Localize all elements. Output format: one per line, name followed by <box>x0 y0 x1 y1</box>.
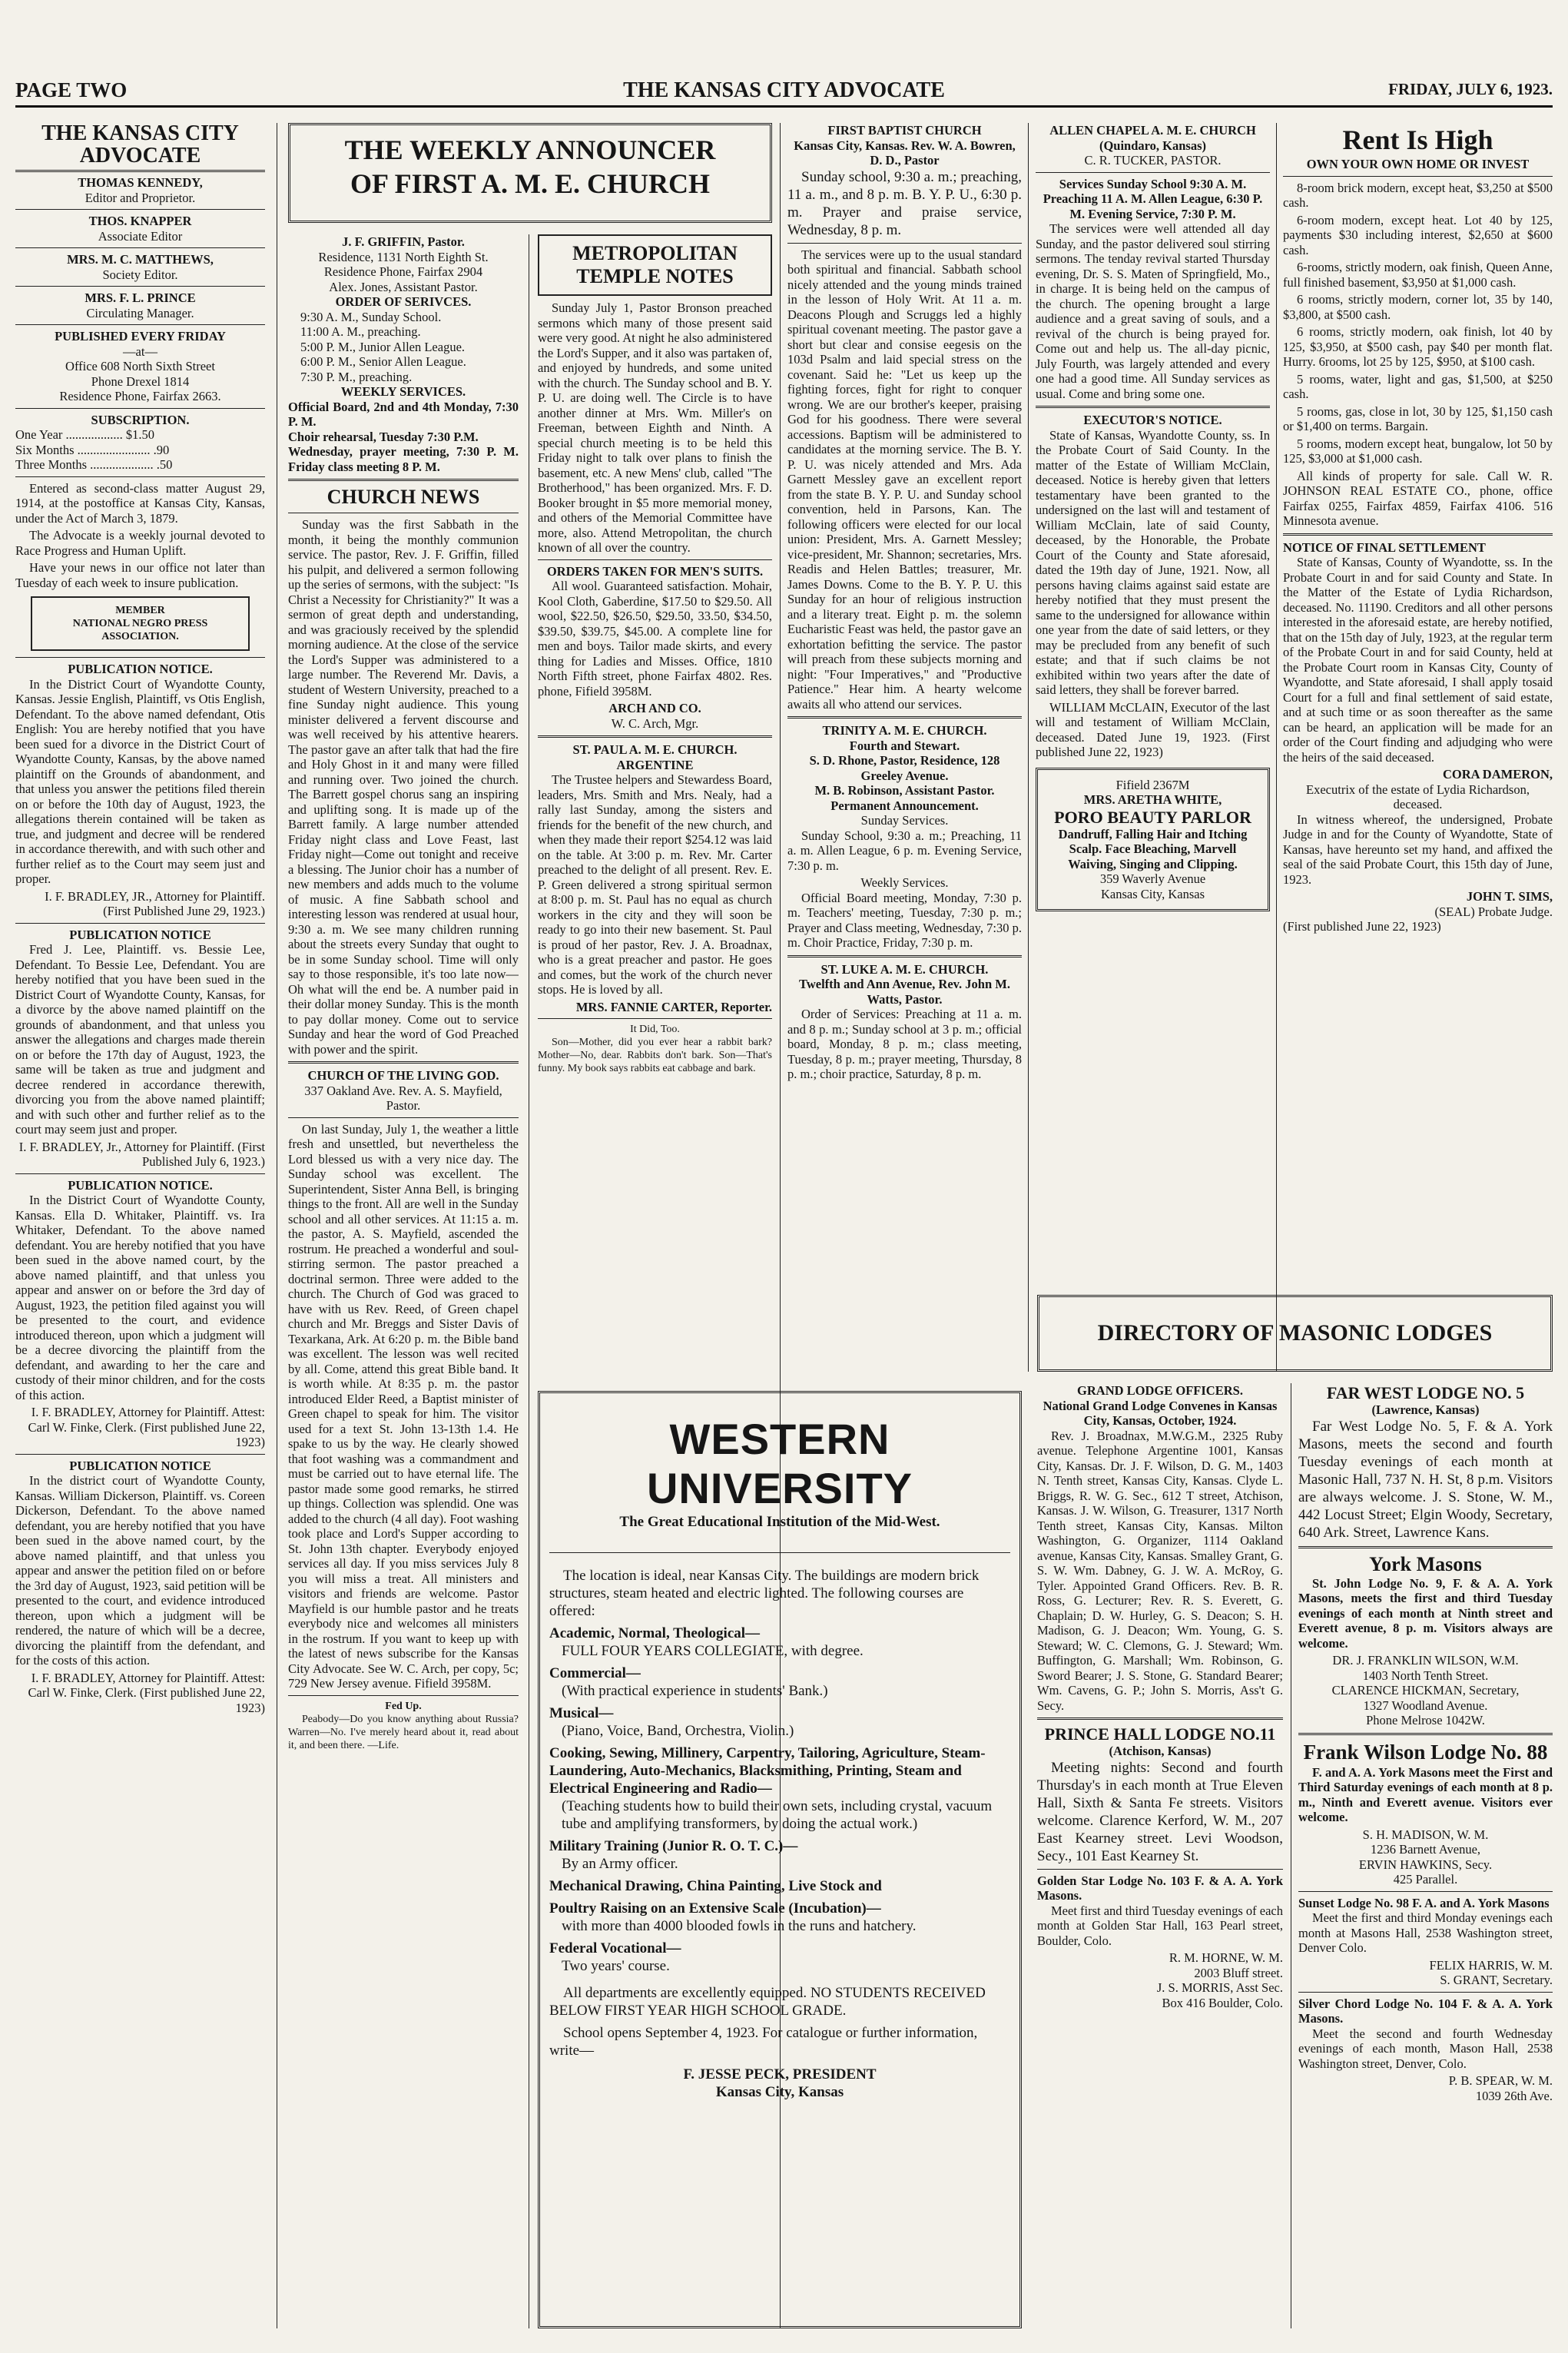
publication-notice-1-head: PUBLICATION NOTICE. <box>68 662 213 676</box>
advocate-note: The Advocate is a weekly journal devoted to Race Progress and Human Uplift. <box>15 528 265 558</box>
president-name: F. JESSE PECK, PRESIDENT <box>683 2066 877 2083</box>
york-masons-head: York Masons <box>1369 1552 1482 1575</box>
st-paul-head: ST. PAUL A. M. E. CHURCH. <box>572 742 738 757</box>
living-god-head: CHURCH OF THE LIVING GOD. <box>307 1068 499 1083</box>
press-association-box: MEMBER NATIONAL NEGRO PRESS ASSOCIATION. <box>31 596 250 651</box>
published-line: PUBLISHED EVERY FRIDAY <box>55 329 226 343</box>
publication-notice-1-sig: I. F. BRADLEY, JR., Attorney for Plaintiff. (First Published June 29, 1923.) <box>45 888 265 918</box>
executor-notice: State of Kansas, Wyandotte County, ss. In the Probate Court of Said County. In the matter of the Estate of William McClain, deceased. Notice is hereby given that letters testamentary have been granted to the undersigned on the last will and testament of William McClain, late of said County, deceased, by the Honorable, the Probate Court of the County and State aforesaid, dated the 19th day of June, 1921. Now, all persons having claims against said estate are hereby notified that they must present the same to the undersigned for allowance within one year from the date of said letters, or they may be precluded from any benefit of such estate; and that if such claims be not exhibited within two years after the date of said letters, they shall be forever barred. <box>1036 427 1270 697</box>
trinity-head: TRINITY A. M. E. CHURCH. <box>822 723 987 738</box>
grand-lodge-head: GRAND LODGE OFFICERS. <box>1077 1383 1243 1398</box>
publication-notice-2-sig: I. F. BRADLEY, Jr., Attorney for Plaintiff. (First Published July 6, 1923.) <box>18 1139 265 1169</box>
column-6: Rent Is High OWN YOUR OWN HOME OR INVEST 8-room brick modern, except heat, $3,250 at $500 cash. 6-room modern, except heat. Lot 40 by 125, payments $30 including interest, $2,650 at $600 cash. 6-rooms, strictly modern, oak finish, Queen Anne, full finished basement, $3,950 at $1,000 cash. 6 rooms, strictly modern, corner lot, 35 by 140, $3,800, at $500 cash. 6 rooms, strictly modern, oak finish, lot 40 by 125, $3,950, at $500 cash, pay $40 per month flat. Hurry. 6rooms, lot 25 by 125, $950, at $100 cash. 5 rooms, water, light and gas, $1,500, at $250 cash. 5 rooms, gas, close in lot, 30 by 125, $1,150 cash or $1,400 on terms. Bargain. 5 rooms, modern except heat, bungalow, lot 50 by 125, $3,000 at $1,000 cash. All kinds of property for sale. Call W. R. JOHNSON REAL ESTATE CO., phone, office Fairfax 0255, Fairfax 4859, Fairfax 4106. 516 Minnesota avenue. NOTICE OF FINAL SETTLEMENT State of Kansas, County of Wyandotte, ss. In the Probate Court in and for said County and State. In the Matter of the Estate of Lydia Richardson, deceased. No. 11190. Creditors and all other persons interested in the aforesaid estate, are hereby notified, that on the 15th day of July, 1923, at the regular term of the Probate Court in and for said County, held at the Probate Court room in Kansas City, County of Wyandotte, and State aforesaid, I shall apply tosaid Court for a full and final settlement of said estate, and at such time or as soon thereafter as the same can be heard, an application will be made for an order of the Court finding and adjudging who were the heirs of the said deceased. CORA DAMERON, Executrix of the estate of Lydia Richardson, deceased. In witness whereof, the undersigned, Probate Judge in and for the County of Wyandotte, State of Kansas, have hereunto set my hand, and affixed the seal of the said Probate Court, this 15th day of June, 1923. JOHN T. SIMS, (SEAL) Probate Judge. (First published June 22, 1923) <box>1283 124 1553 934</box>
deadline-note: Have your news in our office not later than Tuesday of each week to insure publication. <box>15 560 265 590</box>
masonic-column-2: FAR WEST LODGE NO. 5 (Lawrence, Kansas) Far West Lodge No. 5, F. & A. York Masons, meets the second and fourth Tuesday evenings of each month at Masonic Hall, 737 N. H. St, 8 p.m. Visitors are always welcome. J. S. Stone, W. M., 442 Locust Street; Elgin Woody, Secretary, 640 Ark. Street, Lawrence Kans. York Masons St. John Lodge No. 9, F. & A. A. York Masons, meets the first and third Tuesday evenings of each month at Ninth street and Everett avenue, 8 p. m. Visitors always are welcome. DR. J. FRANKLIN WILSON, W.M. 1403 North Tenth Street. CLARENCE HICKMAN, Secretary, 1327 Woodland Avenue. Phone Melrose 1042W. Frank Wilson Lodge No. 88 F. and A. A. York Masons meet the First and Third Saturday evenings of each month at 8 p. m., Ninth and Everett avenue. Visitors ever welcome. S. H. MADISON, W. M. 1236 Barnett Avenue, ERVIN HAWKINS, Secy. 425 Parallel. Sunset Lodge No. 98 F. A. and A. York Masons Meet the first and third Monday evenings each month at Masons Hall, 2538 Washington street, Denver Colo. FELIX HARRIS, W. M. S. GRANT, Secretary. Silver Chord Lodge No. 104 F. & A. A. York Masons. Meet the second and fourth Wednesday evenings of each month, Mason Hall, 2538 Washington street, Denver, Colo. P. B. SPEAR, W. M. 1039 26th Ave. <box>1298 1383 1553 2103</box>
publication-notice-2: Fred J. Lee, Plaintiff. vs. Bessie Lee, Defendant. To Bessie Lee, Defendant. You are hereby notified that you have been sued in the District Court of Wyandotte County, Kansas, for a divorce by the above named plaintiff on the grounds of abandonment, and that unless you answer the allegations and charges made therein on or before the 17th day of August, 1923, the same will be taken as true and judgment and decree rendered in accordance therewith, divorcing you from the above named plaintiff; and with such other and further relief as to the court may seem just and proper. <box>15 942 265 1137</box>
weekly-services: Official Board, 2nd and 4th Monday, 7:30 P. M. Choir rehearsal, Tuesday 7:30 P.M. Wednesday, prayer meeting, 7:30 P. M. Friday class meeting 8 P. M. <box>288 399 519 474</box>
rent-head: Rent Is High <box>1342 124 1493 155</box>
metropolitan-notes: Sunday July 1, Pastor Bronson preached sermons which many of those present said were very good. At night he also administered the Lord's Supper, and it also was partaken of, and enjoyed by hundreds, and some united with the church. The Sunday school and B. Y. P. U. are doing well. The Circle is to have another dinner at Mrs. Wm. Miller's on Freeman, between Eighth and Ninth. A special church meeting is to be held this Friday night to talk over plans to finish the basement, etc. A new Mens' club, called "The Brotherhood," has been organized. Mrs. F. D. Booker brought in $5 more memorial money, and others of the Memorial Committee have more, also. Attend Metropolitan, the church known of all over the country. <box>538 300 772 555</box>
column-2: J. F. GRIFFIN, Pastor. Residence, 1131 North Eighth St. Residence Phone, Fairfax 2904 Alex. Jones, Assistant Pastor. ORDER OF SERIVCES. 9:30 A. M., Sunday School. 11:00 A. M., preaching. 5:00 P. M., Junior Allen League. 6:00 P. M., Senior Allen League. 7:30 P. M., preaching. WEEKLY SERVICES. Official Board, 2nd and 4th Monday, 7:30 P. M. Choir rehearsal, Tuesday 7:30 P.M. Wednesday, prayer meeting, 7:30 P. M. Friday class meeting 8 P. M. CHURCH NEWS Sunday was the first Sabbath in the month, it being the monthly communion service. The pastor, Rev. J. F. Griffin, filled his pulpit, and delivered a sermon following up the series of sermons, with the subject: "Is Christ a Necessity for Christianity?" It was a sermon of great depth and understanding, and was graciously received by the splendid morning audience. At the close of the service the Lord's Supper was administered to a large number. The Reverend Mr. Davis, a student of Western University, preached to a fine Sunday night audience. This young minister delivered a fervent discourse and was well received by his attentive hearers. The pastor gave an after talk that had the fire and Holy Ghost in it and many were filled and running over. Two joined the church. The Barrett gospel chorus sang an inspiring and uplifting song. It is made up of the Barrett family. A large number attended Friday night class and Love Feast, last Friday night—Come out tonight and receive a blessing. The Junior choir has a number of new members and adds much to the volume of music. A fine Sabbath school and interesting lesson was rendered at usual hour, 9:30 a. m. We see many children running about the streets every Sunday that ought to be in some Sunday school. Time will only say to those responsible, it's too late now—Oh what will the end be. A number paid in their dollar money Sunday. This is the month to pay dollar money. Come out to service Sunday and hear the word of God Preached with power and the spirit. CHURCH OF THE LIVING GOD. 337 Oakland Ave. Rev. A. S. Mayfield, Pastor. On last Sunday, July 1, the weather a little fresh and unsettled, but nevertheless the Lord blessed us with a very nice day. The Sunday school was excellent. The Superintendent, Sister Anna Bell, is bringing things to the front. All are well in the Sunday school and all other services. At 11:15 a. m. the pastor, A. S. Mayfield, ascended the rostrum. He preached a wonderful and soul-stirring sermon. The pastor preached a doctrinal sermon. Three were added to the church. The Church of God was graced to have with us Rev. Reed, of Green chapel church and Mr. Breggs and Sister Davis of Texarkana, Ark. At 6:20 p. m. the Bible band was excellent. The lesson was well recited by all. Come, attend this great Bible band. It is worth while. At 8:35 p. m. the pastor introduced Elder Reed, a Baptist minister of Green chapel to speak for him. The visitor used for a text St. John 13-13th 1.4. He spake to us by the way. He clearly showed that foot washing was a commandment and must be carried out to have eternal life. The pastor made some good remarks, he stirred up things. Collection was splendid. One was added to the church (4 all day). Foot washing took place and Lord's Supper according to St. John 13th chapter. Everybody enjoyed services all day. If you miss services July 8 you will miss a treat. All ministers and visitors and friends are welcome. Pastor Mayfield is our humble pastor and he treats everybody nice and welcomes all ministers in the rostrum. If you want to keep up with the latest of news subscribe for the Kansas City Advocate. See W. C. Arch, per copy, 5c; 729 New Jersey avenue. Fifield 3958M. Fed Up. Peabody—Do you know anything about Russia? Warren—No. I've merely heard about it, read about it, and been there. —Life. <box>288 234 519 1751</box>
weekly-announcer-banner: THE WEEKLY ANNOUNCER OF FIRST A. M. E. CHURCH <box>288 123 772 223</box>
column-5: ALLEN CHAPEL A. M. E. CHURCH (Quindaro, Kansas) C. R. TUCKER, PASTOR. Services Sunday School 9:30 A. M. Preaching 11 A. M. Allen League, 6:30 P. M. Evening Service, 7:30 P. M. The services were well attended all day Sunday, and the pastor delivered soul stirring sermons. The tenday revival started Thursday evening, Dr. S. S. Maten of Springfield, Mo., in charge. It is being held on the campus of the church. The opening brought a large audience and a great saving of souls, and a revival of the church is being prayed for. Come out and help us. The all-day picnic, July Fourth, was largely attended and every one had a good time. All Sunday services as usual. Come and bring some one. EXECUTOR'S NOTICE. State of Kansas, Wyandotte County, ss. In the Probate Court of Said County. In the matter of the Estate of William McClain, deceased. Notice is hereby given that letters testamentary have been granted to the undersigned on the last will and testament of William McClain, late of said County, deceased, by the Honorable, the Probate Court of the County and State aforesaid, dated the 19th day of June, 1921. Now, all persons having claims against said estate are hereby notified that they must present the same to the undersigned for allowance within one year from the date of said letters, or they may be precluded from any benefit of such estate; and that if such claims be not exhibited within two years after the date of said letters, they shall be forever barred. WILLIAM McCLAIN, Executor of the last will and testament of William McClain, deceased. Dated June 19, 1923. (First published June 22, 1923) Fifield 2367M MRS. ARETHA WHITE, PORO BEAUTY PARLOR Dandruff, Falling Hair and Itching Scalp. Face Bleaching, Marvell Waiving, Singing and Clipping. 359 Waverly Avenue Kansas City, Kansas <box>1036 123 1270 1372</box>
pastor-info: J. F. GRIFFIN, Pastor. Residence, 1131 North Eighth St. Residence Phone, Fairfax 2904 Alex. Jones, Assistant Pastor. ORDER OF SERIVCES. <box>318 234 489 309</box>
final-settlement: State of Kansas, County of Wyandotte, ss. In the Probate Court in and for said County and State. In the Matter of the Estate of Lydia Richardson, deceased. No. 11190. Creditors and all other persons interested in the aforesaid estate, are hereby notified, that on the 15th day of July, 1923, at the regular term of the Probate Court in and for said County, held at the Probate Court room in Kansas City, County of Wyandotte, and State aforesaid, I shall apply tosaid Court for a full and final settlement of said estate, and at such time or as soon thereafter as the same can be heard, an application will be made for an order of the Court finding and adjudging who were the heirs of the said deceased. <box>1283 555 1553 765</box>
silver-chord-head: Silver Chord Lodge No. 104 F. & A. A. York Masons. <box>1298 1996 1553 2026</box>
newspaper-title: THE KANSAS CITY ADVOCATE <box>623 78 945 102</box>
prince-hall-head: PRINCE HALL LODGE NO.11 <box>1044 1724 1276 1744</box>
western-university-title: WESTERN UNIVERSITY <box>646 1415 913 1512</box>
allen-chapel-news: The services were well attended all day Sunday, and the pastor delivered soul stirring sermons. The tenday revival started Thursday evening, Dr. S. S. Maten of Springfield, Mo., in charge. It is being held on the campus of the church. The opening brought a large audience and a great saving of souls, and a revival of the church is being prayed for. Come out and help us. The all-day picnic, July Fourth, was largely attended and every one had a good time. All Sunday services as usual. Come and bring some one. <box>1036 221 1270 401</box>
western-university-ad: WESTERN UNIVERSITY The Great Educational Institution of the Mid-West. The location is ideal, near Kansas City. The buildings are modern brick structures, steam heated and electric lighted. The following courses are offered: Academic, Normal, Theological— FULL FOUR YEARS COLLEGIATE, with degree. Commercial— (With practical experience in students' Bank.) Musical— (Piano, Voice, Band, Orchestra, Violin.) Cooking, Sewing, Millinery, Carpentry, Tailoring, Agriculture, Steam-Laundering, Auto-Mechanics, Blacksmithing, Printing, Steam and Electrical Engineering and Radio— (Teaching students how to build their own sets, including crystal, vacuum tube and amplifying transformers, by doing the actual work.) Military Training (Junior R. O. T. C.)— By an Army officer. Mechanical Drawing, China Painting, Live Stock and Poultry Raising on an Extensive Scale (Incubation)— with more than 4000 blooded fowls in the runs and hatchery. Federal Vocational— Two years' course. All departments are excellently equipped. NO STUDENTS RECEIVED BELOW FIRST YEAR HIGH SCHOOL GRADE. School opens September 4, 1923. For catalogue or further information, write— F. JESSE PECK, PRESIDENT Kansas City, Kansas <box>538 1391 1022 2328</box>
issue-date: FRIDAY, JULY 6, 1923. <box>1388 80 1553 98</box>
joke-fed-up: Peabody—Do you know anything about Russia? Warren—No. I've merely heard about it, read about it, and been there. —Life. <box>288 1713 519 1751</box>
publication-notice-2-head: PUBLICATION NOTICE <box>69 927 211 942</box>
column-4: FIRST BAPTIST CHURCH Kansas City, Kansas. Rev. W. A. Bowren, D. D., Pastor Sunday school, 9:30 a. m.; preaching, 11 a. m., and 8 p. m. B. Y. P. U., 6:30 p. m. Prayer and praise service, Wednesday, 8 p. m. The services were up to the usual standard both spiritual and financial. Sabbath school nicely attended and the young minds trained in the lesson of Holy Writ. At 11 a. m. Deacons Plough and Scruggs led a highly spiritual covenant meeting. The pastor gave a short but clear and consise eegesis on the 103d Psalm and laid special stress on the covenant. Said he: "Let us keep up the fighting forces, fight for right to conquer wrong. We are our brother's keeper, praising God for his goodness. There were several accessions. Baptism will be administered to candidates at the morning service. The B. Y. P. U. was nicely attended and Mrs. Ada Garnett Messley gave an excellent report from the state B. Y. P. U. and Sunday school convention, held in Parsons, Kan. The following officers were elected for our local union: President, Mrs. A. Garnett Messley; vice-president, Mr. Shannon; secretaries, Mrs. Readis and Helen Battles; treasurer, Mr. James Downs. Come to the B. Y. P. U. this Sunday for an hour of religious instruction and a literary treat. Eight p. m. the solemn Eucharistic Feast was held, the pastor gave an exhortation befitting the service. The pastor will preach from these subjects morning and night: "Four Imperatives," and "Productive Patience." Hear him. A hearty welcome awaits all who attend our services. TRINITY A. M. E. CHURCH. Fourth and Stewart. S. D. Rhone, Pastor, Residence, 128 Greeley Avenue. M. B. Robinson, Assistant Pastor. Permanent Announcement. Sunday Services. Sunday School, 9:30 a. m.; Preaching, 11 a. m. Allen League, 6 p. m. Evening Service, 7:30 p. m. Weekly Services. Official Board meeting, Monday, 7:30 p. m. Teachers' meeting, Tuesday, 7:30 p. m.; Prayer and Class meeting, Wednesday, 7:30 p. m. Choir Practice, Friday, 7:30 p. m. ST. LUKE A. M. E. CHURCH. Twelfth and Ann Avenue, Rev. John M. Watts, Pastor. Order of Services: Preaching at 11 a. m. and 8 p. m.; Sunday school at 3 p. m.; official board, Monday, 8 p. m.; class meeting, Tuesday, 8 p. m.; prayer meeting, Thursday, 8 p. m.; choir practice, Saturday, 8 p. m. <box>787 123 1022 1081</box>
order-of-services: 9:30 A. M., Sunday School. 11:00 A. M., preaching. 5:00 P. M., Junior Allen League. 6:00 P. M., Senior Allen League. 7:30 P. M., preaching. <box>300 309 466 384</box>
publication-notice-4-sig: I. F. BRADLEY, Attorney for Plaintiff. Attest: Carl W. Finke, Clerk. (First published June 22, 1923) <box>28 1670 265 1715</box>
advocate-title-line1: THE KANSAS CITY <box>41 123 239 145</box>
page-number: PAGE TWO <box>15 78 128 101</box>
executor-sig: WILLIAM McCLAIN, Executor of the last will and testament of William McClain, deceased. Dated June 19, 1923. (First published June 22, 1923) <box>1036 699 1270 759</box>
column-3: METROPOLITAN TEMPLE NOTES Sunday July 1, Pastor Bronson preached sermons which many of those present said were very good. At night he also administered the Lord's Supper, and it also was partaken of, and enjoyed by hundreds, and some united with the church. The Sunday school and B. Y. P. U. are doing well. The Circle is to have another dinner at Mrs. Wm. Miller's on Freeman, between Eighth and Ninth. A special church meeting is to be held this Friday night to talk over plans to finish the basement, etc. A new Mens' club, called "The Brotherhood," has been organized. Mrs. F. D. Booker brought in $5 more memorial money, and others of the Memorial Committee have more, also. Attend Metropolitan, the church known of all over the country. ORDERS TAKEN FOR MEN'S SUITS. All wool. Guaranteed satisfaction. Mohair, Kool Cloth, Gaberdine, $17.50 to $29.50. All wool, $22.50, $26.50, $29.50, 33.50, $34.50, $39.50, $39.75, $45.00. A complete line for men and boys. Tailor made skirts, and every thing for Ladies and Misses. Office, 1810 North Fifth street, phone Fairfax 4802. Res. phone, Fifield 3958M. ARCH AND CO. W. C. Arch, Mgr. ST. PAUL A. M. E. CHURCH. ARGENTINE The Trustee helpers and Stewardess Board, leaders, Mrs. Smith and Mrs. Nealy, had a rally last Sunday, among the sisters and friends for the benefit of the new church, and when they made their report $254.12 was laid on the table. At 3:00 p. m. Rev. Mr. Carter preached to the delight of all present. Rev. E. P. Green delivered a strong spiritual sermon at 8:00 p. m. St. Paul has no equal as church workers in the city and they will soon be ready to go into their new basement. St. Paul is proud of her pastor, Rev. J. A. Broadnax, who is a great preacher and pastor. He goes and comes, but the work of the church never stops. He is loved by all. MRS. FANNIE CARTER, Reporter. It Did, Too. Son—Mother, did you ever hear a rabbit bark? Mother—No, dear. Rabbits don't bark. Son—That's funny. My book says rabbits eat cabbage and bark. <box>538 234 772 2328</box>
far-west-head: FAR WEST LODGE NO. 5 <box>1326 1383 1525 1402</box>
sunset-lodge-head: Sunset Lodge No. 98 F. A. and A. York Masons <box>1298 1895 1550 1910</box>
poro-beauty-ad: Fifield 2367M MRS. ARETHA WHITE, PORO BEAUTY PARLOR Dandruff, Falling Hair and Itching Scalp. Face Bleaching, Marvell Waiving, Singing and Clipping. 359 Waverly Avenue Kansas City, Kansas <box>1036 768 1270 912</box>
allen-chapel-head: ALLEN CHAPEL A. M. E. CHURCH <box>1049 123 1256 138</box>
entered-notice: Entered as second-class matter August 29, 1914, at the postoffice at Kansas City, Kansas, under the Act of March 3, 1879. <box>15 480 265 526</box>
publication-notice-3-sig: I. F. BRADLEY, Attorney for Plaintiff. Attest: Carl W. Finke, Clerk. (First published June 22, 1923) <box>28 1405 265 1449</box>
newspaper-page <box>15 15 1553 2338</box>
baptist-times: Sunday school, 9:30 a. m.; preaching, 11 a. m., and 8 p. m. B. Y. P. U., 6:30 p. m. Prayer and praise service, Wednesday, 8 p. m. <box>787 168 1022 238</box>
baptist-news: The services were up to the usual standard both spiritual and financial. Sabbath school nicely attended and the young minds trained in the lesson of Holy Writ. At 11 a. m. Deacons Plough and Scruggs led a highly spiritual covenant meeting. The pastor gave a short but clear and consise eegesis on the 103d Psalm and laid special stress on the covenant. Said he: "Let us keep up the fighting forces, fight for right to conquer wrong. We are our brother's keeper, praising God for his goodness. There were several accessions. Baptism will be administered to candidates at the morning service. The B. Y. P. U. was nicely attended and Mrs. Ada Garnett Messley gave an excellent report from the state B. Y. P. U. and Sunday school convention, held in Parsons, Kan. The following officers were elected for our local union: President, Mrs. A. Garnett Messley; vice-president, Mr. Shannon; secretaries, Mrs. Readis and Helen Battles; treasurer, Mr. James Downs. Come to the B. Y. P. U. this Sunday for an hour of religious instruction and a literary treat. Eight p. m. the solemn Eucharistic Feast was held, the pastor gave an exhortation befitting the service. The pastor will preach from these subjects morning and night: "Four Imperatives," and "Productive Patience." Hear him. A hearty welcome awaits all who attend our services. <box>787 247 1022 712</box>
masonic-column-1: GRAND LODGE OFFICERS. National Grand Lodge Convenes in Kansas City, Kansas, October, 1924. Rev. J. Broadnax, M.W.G.M., 2325 Ruby avenue. Telephone Argentine 1001, Kansas City, Kansas. Dr. J. F. Wilson, D. G. M., 1403 N. Tenth street, Kansas City, Kansas. Clyde L. Briggs, R. W. G. Sec., 612 T street, Atchison, Kansas. J. W. Wilson, G. Treasurer, 1317 North Tenth street, Kansas City, Kansas. Milton Washington, G. Organizer, 1114 Oakland avenue, Kansas City, Kansas. Smalley Grant, G. S. W. Wm. Dabney, G. J. W. A. McRoy, G. Tyler. Appointed Grand Officers. Rev. B. R. Ross, G. Lecturer; Rev. R. S. Everett, G. Chaplain; D. W. Hurley, G. S. Deacon; S. H. Madison, G. J. Deacon; Wm. Young, G. S. Steward; W. C. Clemons, G. J. Steward; Wm. Buffington, G. Marshall; Wm. Robinson, G. Sword Bearer; J. S. Stone, G. Standard Bearer; Wm. Cavens, G. P.; John S. Morris, Ass't G. Secy. PRINCE HALL LODGE NO.11 (Atchison, Kansas) Meeting nights: Second and fourth Thursday's in each month at True Eleven Hall, Sixth & Santa Fe streets. Visitors welcome. Clarence Kerford, W. M., 207 East Kearney street. Levi Woodson, Secy., 101 East Kearney St. Golden Star Lodge No. 103 F. & A. A. York Masons. Meet first and third Tuesday evenings of each month at Golden Star Hall, 163 Pearl street, Boulder, Colo. R. M. HORNE, W. M. 2003 Bluff street. J. S. MORRIS, Asst Sec. Box 416 Boulder, Colo. <box>1037 1383 1283 2010</box>
frank-wilson-head: Frank Wilson Lodge No. 88 <box>1303 1740 1548 1764</box>
advocate-title-line2: ADVOCATE <box>15 144 265 172</box>
column-1 <box>15 123 265 2328</box>
orders-head: ORDERS TAKEN FOR MEN'S SUITS. <box>546 563 764 579</box>
publication-notice-3-head: PUBLICATION NOTICE. <box>68 1177 213 1193</box>
publication-notice-4-head: PUBLICATION NOTICE <box>69 1458 211 1473</box>
final-settlement-head: NOTICE OF FINAL SETTLEMENT <box>1283 539 1486 555</box>
church-news-head: CHURCH NEWS <box>327 486 480 508</box>
masthead <box>15 66 1553 108</box>
staff-list: THOMAS KENNEDY, Editor and Proprietor. THOS. KNAPPER Associate Editor MRS. M. C. MATTHEWS, Society Editor. MRS. F. L. PRINCE Circulating Manager. PUBLISHED EVERY FRIDAY —at— Office 608 North Sixth Street Phone Drexel 1814 Residence Phone, Fairfax 2663. SUBSCRIPTION. <box>15 175 265 427</box>
subscription-head: SUBSCRIPTION. <box>91 412 190 427</box>
living-god-news: On last Sunday, July 1, the weather a little fresh and unsettled, but nevertheless the Lord blessed us with a very nice day. The Sunday school was excellent. The Superintendent, Sister Anna Bell, is bringing things to the front. All are well in the Sunday school and all other services. At 11:15 a. m. the pastor, A. S. Mayfield, ascended the rostrum. He preached a wonderful and soul-stirring sermon. The pastor preached a doctrinal sermon. Three were added to the church. The Church of God was graced to have with us Rev. Reed, of Green chapel church and Mr. Breggs and Sister Davis of Texarkana, Ark. At 6:20 p. m. the Bible band was excellent. The lesson was well recited by all. Come, attend this great Bible band. It is worth while. At 8:35 p. m. the pastor introduced Elder Reed, a Baptist minister of Green chapel to speak for him. The visitor used for a text St. John 13-13th 1.4. He spake to us by the way. He clearly showed that foot washing was a commandment and must be carried out to have eternal life. The pastor made some good remarks, he stirred up things. Collection was splendid. One was added to the church (4 all day). Foot washing took place and Lord's Supper according to St. John 13th chapter. Everybody enjoyed services all day. If you miss services July 8 you will miss a treat. All ministers and visitors and friends are welcome. Pastor Mayfield is our humble pastor and he treats everybody nice and welcomes all ministers in the rostrum. If you want to keep up with the latest of news subscribe for the Kansas City Advocate. See W. C. Arch, per copy, 5c; 729 New Jersey avenue. Fifield 3958M. <box>288 1121 519 1691</box>
church-news: Sunday was the first Sabbath in the month, it being the monthly communion service. The pastor, Rev. J. F. Griffin, filled his pulpit, and delivered a sermon following up the series of sermons, with the subject: "Is Christ a Necessity for Christianity?" It was a sermon of great depth and understanding, and was graciously received by the splendid morning audience. At the close of the service the Lord's Supper was administered to a large number. The Reverend Mr. Davis, a student of Western University, preached to a fine Sunday night audience. This young minister delivered a fervent discourse and was well received by his attentive hearers. The pastor gave an after talk that had the fire and Holy Ghost in it and many were filled and running over. Two joined the church. The Barrett gospel chorus sang an inspiring and uplifting song. It is made up of the Barrett family. A large number attended Friday night class and Love Feast, last Friday night—Come out tonight and receive a blessing. The Junior choir has a number of new members and adds much to the volume of music. A fine Sabbath school and interesting lesson was rendered at usual hour, 9:30 a. m. We see many children running about the streets every Sunday that ought to be in some Sunday school. Time will only say to those responsible, it's too late now—Oh what will the end be. A number paid in their dollar money Sunday. This is the month to pay dollar money. Come out to service Sunday and hear the word of God Preached with power and the spirit. <box>288 517 519 1057</box>
st-paul-news: The Trustee helpers and Stewardess Board, leaders, Mrs. Smith and Mrs. Nealy, had a rally last Sunday, among the sisters and friends for the benefit of the new church, and when they made their report $254.12 was laid on the table. At 3:00 p. m. Rev. Mr. Carter preached to the delight of all present. Rev. E. P. Green delivered a strong spiritual sermon at 8:00 p. m. St. Paul has no equal as church workers in the city and they will soon be ready to go into their new basement. St. Paul is proud of her pastor, Rev. J. A. Broadnax, who is a great preacher and pastor. He goes and comes, but the work of the church never stops. He is loved by all. <box>538 772 772 997</box>
grand-lodge-officers: Rev. J. Broadnax, M.W.G.M., 2325 Ruby avenue. Telephone Argentine 1001, Kansas City, Kansas. Dr. J. F. Wilson, D. G. M., 1403 N. Tenth street, Kansas City, Kansas. Clyde L. Briggs, R. W. G. Sec., 612 T street, Atchison, Kansas. J. W. Wilson, G. Treasurer, 1317 North Tenth street, Kansas City, Kansas. Milton Washington, G. Organizer, 1114 Oakland avenue, Kansas City, Kansas. Smalley Grant, G. S. W. Wm. Dabney, G. J. W. A. McRoy, G. Tyler. Appointed Grand Officers. Rev. B. R. Ross, G. Lecturer; Rev. R. S. Everett, G. Chaplain; D. W. Hurley, G. S. Deacon; S. H. Madison, G. J. Deacon; Wm. Young, G. S. Steward; W. C. Clemons, G. J. Steward; Wm. Buffington, G. Marshall; Wm. Robinson, G. Sword Bearer; J. S. Stone, G. Standard Bearer; Wm. Cavens, G. P.; John S. Morris, Ass't G. Secy. <box>1037 1428 1283 1713</box>
rent-listings: 8-room brick modern, except heat, $3,250 at $500 cash. 6-room modern, except heat. Lot 40 by 125, payments $30 including interest, $2,650 at $600 cash. 6-rooms, strictly modern, oak finish, Queen Anne, full finished basement, $3,950 at $1,000 cash. 6 rooms, strictly modern, corner lot, 35 by 140, $3,800, at $500 cash. 6 rooms, strictly modern, oak finish, lot 40 by 125, $3,950, at $500 cash, pay $40 per month flat. Hurry. 6rooms, lot 25 by 125, $950, at $100 cash. 5 rooms, water, light and gas, $1,500, at $250 cash. 5 rooms, gas, close in lot, 30 by 125, $1,150 cash or $1,400 on terms. Bargain. 5 rooms, modern except heat, bungalow, lot 50 by 125, $3,000 at $1,000 cash. All kinds of property for sale. Call W. R. JOHNSON REAL ESTATE CO., phone, office Fairfax 0255, Fairfax 4859, Fairfax 4106. 516 Minnesota avenue. <box>1283 180 1553 528</box>
baptist-head: FIRST BAPTIST CHURCH <box>827 123 982 138</box>
publication-notice-3: In the District Court of Wyandotte County, Kansas. Ella D. Whitaker, Plaintiff. vs. Ira Whitaker, Defendant. To the above named defendant. You are hereby notified that you have been sued in the above named court, by the above named plaintiff, and that unless you appear and answer on or before the 3rd day of August, 1923, the petition filed against you will be presented to the court, and evidence introduced thereon, upon which a judgment will be a decree divorcing the plaintiff from the defendant, and awarding to her the care and custody of their minor children, and for the costs of this action. <box>15 1193 265 1402</box>
joke-it-did-too: Son—Mother, did you ever hear a rabbit bark? Mother—No, dear. Rabbits don't bark. Son—That's funny. My book says rabbits eat cabbage and bark. <box>538 1037 772 1074</box>
golden-star-head: Golden Star Lodge No. 103 F. & A. A. York Masons. <box>1037 1873 1283 1903</box>
metropolitan-head-box: METROPOLITAN TEMPLE NOTES <box>538 234 772 296</box>
publication-notice-4: In the district court of Wyandotte County, Kansas. William Dickerson, Plaintiff. vs. Coreen Dickerson, Defendant. To the above named defendant, you are hereby notified that you have been sued in the above named court, by the above named plaintiff, and that unless you appear and answer the petition filed on or before the 3rd day of August, 1923, said petition will be presented to the court, and evidence introduced thereon, upon which a judgment will be rendered, the nature of which will be a decree, divorcing the plaintiff from the defendant, and for the costs of this action. <box>15 1473 265 1668</box>
st-luke-news: Order of Services: Preaching at 11 a. m. and 8 p. m.; Sunday school at 3 p. m.; official board, Monday, 8 p. m.; class meeting, Tuesday, 8 p. m.; prayer meeting, Thursday, 8 p. m.; choir practice, Saturday, 8 p. m. <box>787 1007 1022 1081</box>
subscription-rates: One Year .................. $1.50 Six Months ....................... .90 Three Months .................... .50 <box>15 427 173 472</box>
masonic-directory-banner: DIRECTORY OF MASONIC LODGES <box>1037 1295 1553 1372</box>
orders-ad: All wool. Guaranteed satisfaction. Mohair, Kool Cloth, Gaberdine, $17.50 to $29.50. All wool, $22.50, $26.50, $29.50, 33.50, $34.50, $39.50, $39.75, $45.00. A complete line for men and boys. Tailor made skirts, and every thing for Ladies and Misses. Office, 1810 North Fifth street, phone Fairfax 4802. Res. phone, Fifield 3958M. <box>538 579 772 699</box>
st-luke-head: ST. LUKE A. M. E. CHURCH. <box>820 961 989 977</box>
executor-head: EXECUTOR'S NOTICE. <box>1083 413 1222 427</box>
trinity-weekly: Official Board meeting, Monday, 7:30 p. m. Teachers' meeting, Tuesday, 7:30 p. m.; Prayer and Class meeting, Wednesday, 7:30 p. m. Choir Practice, Friday, 7:30 p. m. <box>787 890 1022 950</box>
publication-notice-1: In the District Court of Wyandotte County, Kansas. Jessie English, Plaintiff, vs Otis English, Defendant. To the above named defendant, Otis English: You are hereby notified that you have been sued for a divorce in the District Court of Wyandotte County, Kansas, by the above named plaintiff on the Grounds of abandonment, and that unless you answer the petitions filed therein on or before the 10th day of August, 1923, the allegations therein contained will be taken as true, and judgment and decree will be rendered in accordance therewith, and with such other and further relief as to the Court may seem just and proper. <box>15 676 265 886</box>
